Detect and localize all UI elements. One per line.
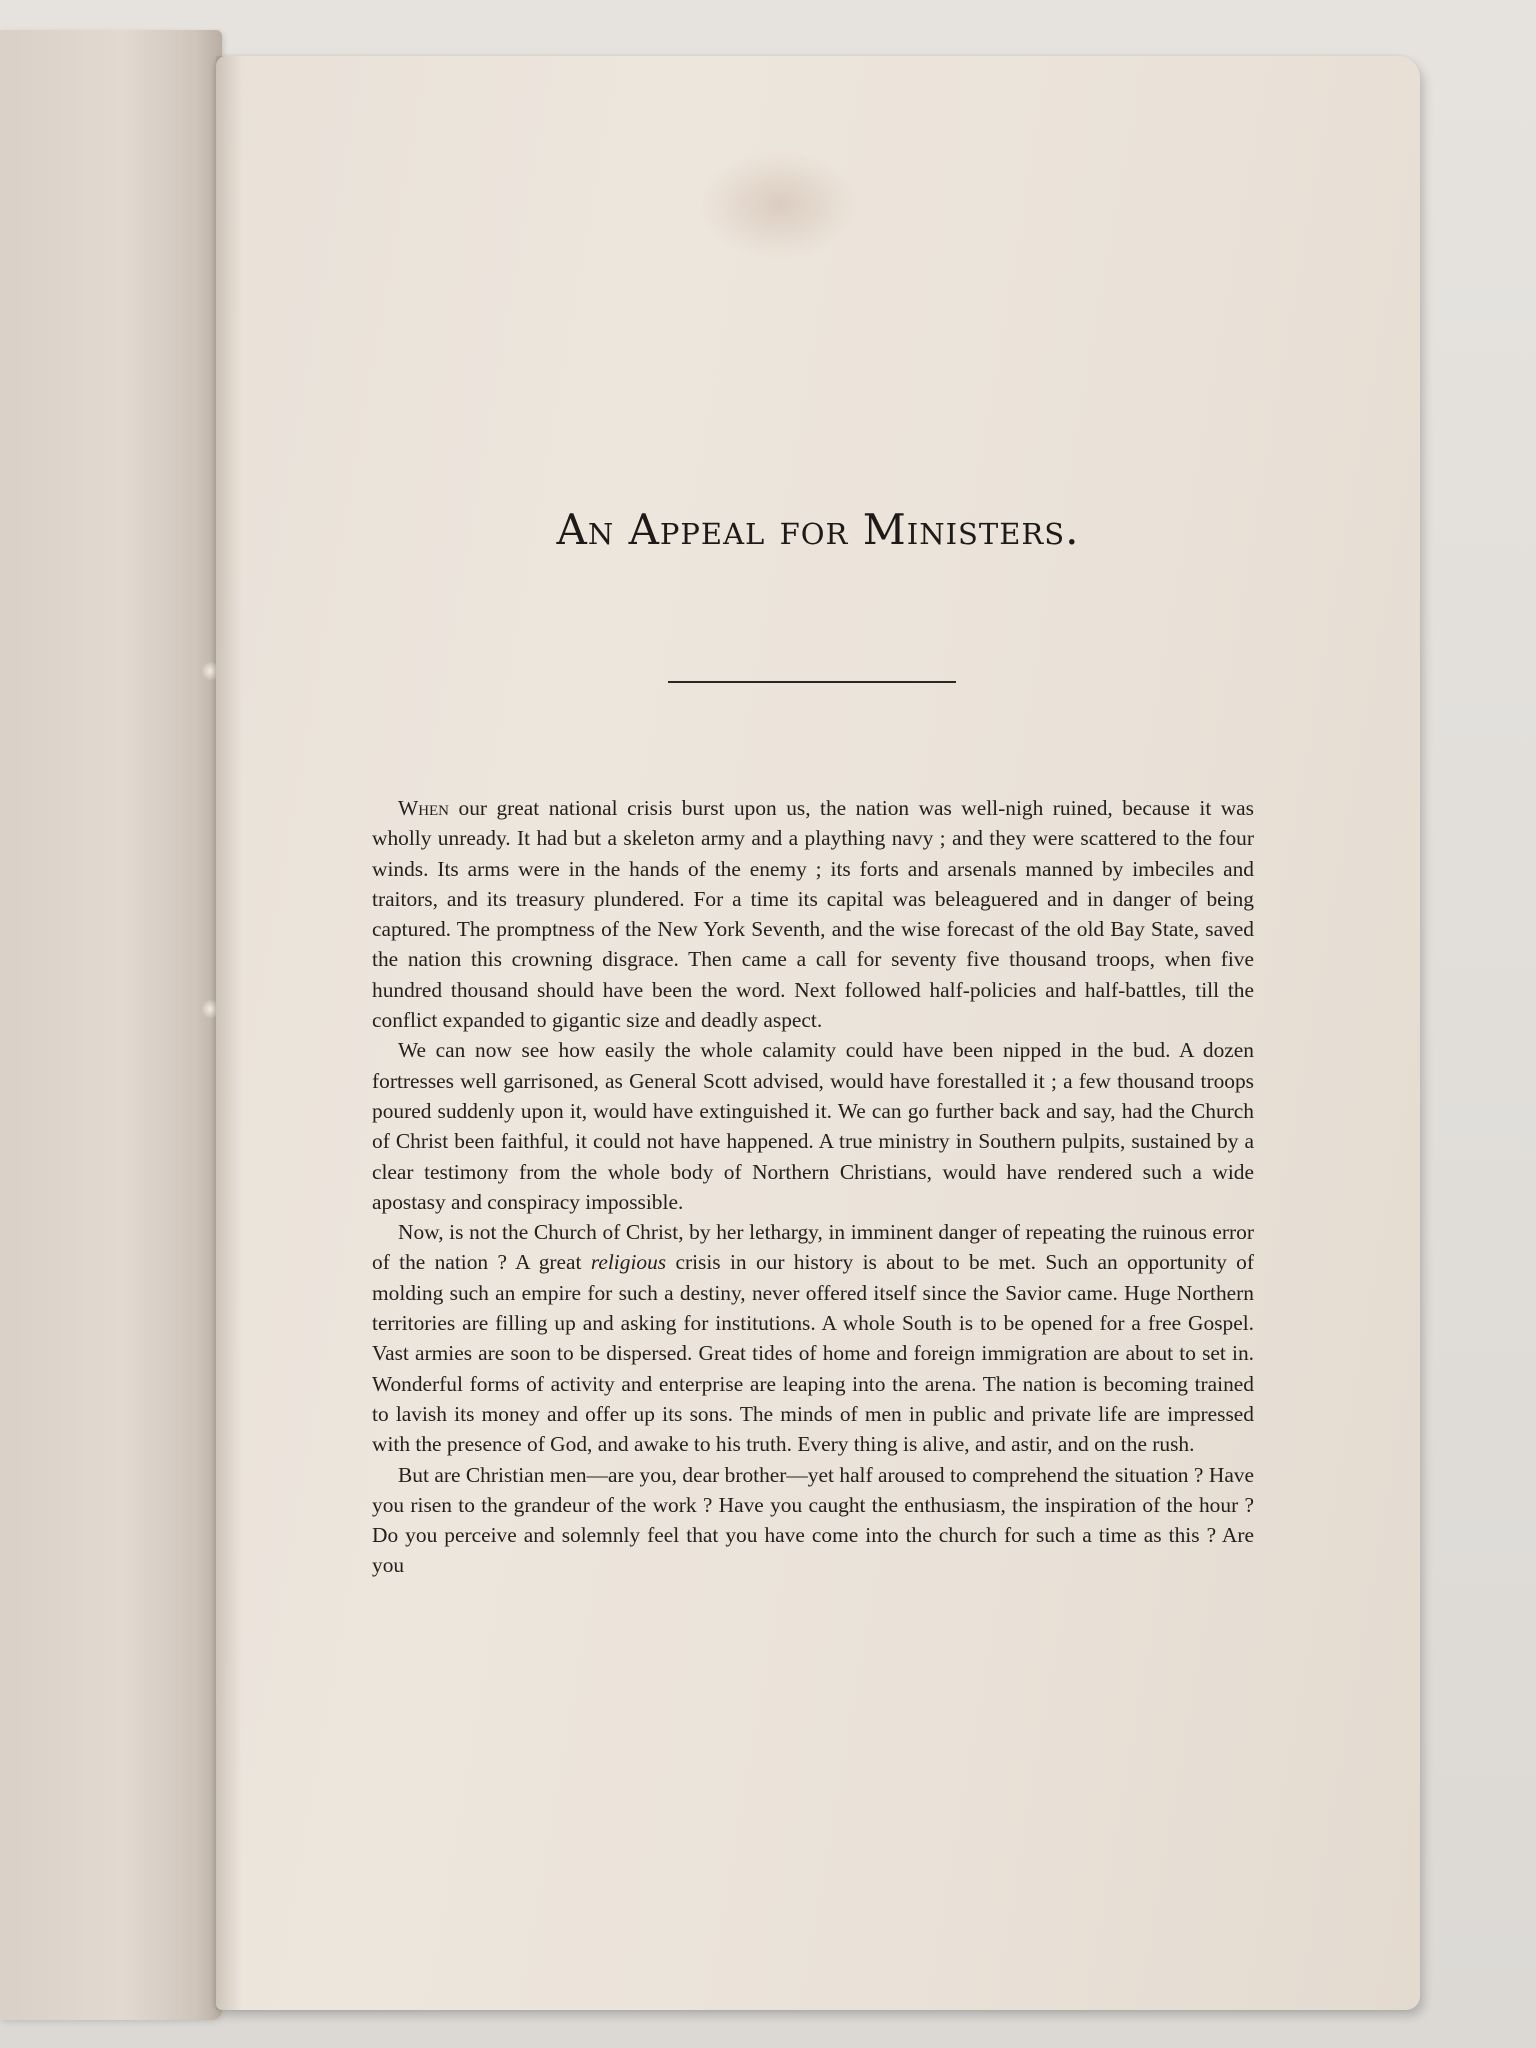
paragraph-3 bbox=[372, 1217, 1254, 1459]
title-rule bbox=[668, 681, 956, 683]
paragraph-text: crisis in our history is about to be met. Such an opportunity of molding such an empire for such a destiny, never offered itself since the Savior came. Huge Northern territories are filling up and asking for institutions. A whole South is to be opened for a free Gospel. Vast armies are soon to be dispersed. Great tides of home and foreign immigration are about to set in. Wonderful forms of activity and enterprise are leaping into the arena. The nation is becoming trained to lavish its money and offer up its sons. The minds of men in public and private life are impressed with the presence of God, and awake to his truth. Every thing is alive, and astir, and on the rush. bbox=[372, 1250, 1254, 1457]
paragraph-text: our great national crisis burst upon us, the nation was well-nigh ruined, because it was wholly unready. It had but a skeleton army and a plaything navy ; and they were scattered to the four winds. Its arms were in the hands of the enemy ; its forts and arsenals manned by imbeciles and traitors, and its treasury plundered. For a time its capital was beleaguered and in danger of being captured. The promptness of the New York Seventh, and the wise forecast of the old Bay State, saved the nation this crowning disgrace. Then came a call for seventy five thousand troops, when five hundred thousand should have been the word. Next followed half-policies and half-battles, till the conflict expanded to gigantic size and deadly aspect. bbox=[372, 796, 1254, 1033]
left-facing-page bbox=[0, 30, 222, 2020]
paragraph-4 bbox=[372, 1460, 1254, 1581]
paper-stain bbox=[700, 150, 860, 260]
emphasized-word: religious bbox=[590, 1250, 667, 1275]
paragraph-text: But are Christian men—are you, dear brother—yet half aroused to comprehend the situation ? Have you risen to the grandeur of the work ? Have you caught the enthusiasm, the inspiration of the hour ? Do you perceive and solemnly feel that you have come into the church for such a time as this ? Are you bbox=[372, 1462, 1254, 1578]
paragraph-2 bbox=[372, 1035, 1254, 1217]
paragraph-1 bbox=[372, 793, 1254, 1035]
paragraph-text: We can now see how easily the whole calamity could have been nipped in the bud. A dozen fortresses well garrisoned, as General Scott advised, would have forestalled it ; a few thousand troops poured suddenly upon it, would have extinguished it. We can go further back and say, had the Church of Christ been faithful, it could not have happened. A true ministry in Southern pulpits, sustained by a clear testimony from the whole body of Northern Christians, would have rendered such a wide apostasy and conspiracy impossible. bbox=[372, 1038, 1254, 1214]
paragraph-lead-word: When bbox=[398, 796, 450, 820]
body-text bbox=[372, 793, 1254, 1581]
gutter-shadow bbox=[216, 56, 242, 2010]
paragraph-text: Now, is not the Church of Christ, by her lethargy, in imminent danger of repeating the ruinous error of the nation ? A great bbox=[372, 1220, 1254, 1275]
document-title: An Appeal for Ministers. bbox=[556, 505, 1080, 554]
